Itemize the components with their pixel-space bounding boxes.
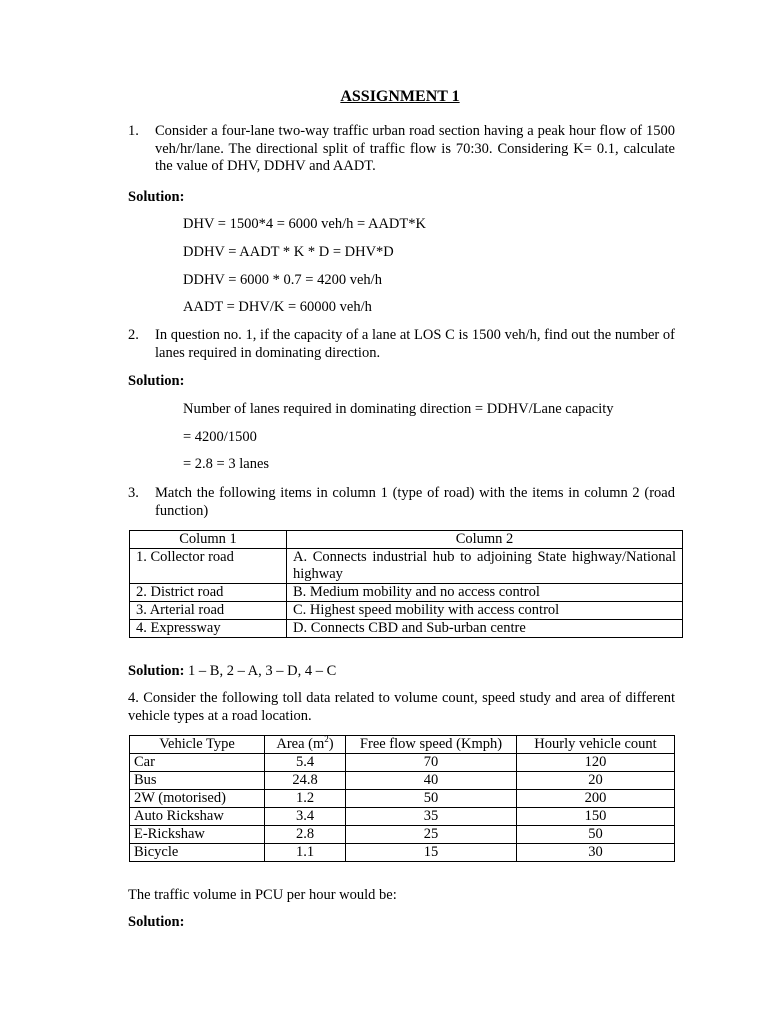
table-cell: 50 bbox=[517, 826, 675, 844]
table-cell: Auto Rickshaw bbox=[130, 808, 265, 826]
question-1-number: 1. bbox=[128, 123, 139, 139]
table-cell: 30 bbox=[517, 844, 675, 862]
table-cell: 3.4 bbox=[265, 808, 346, 826]
table-row bbox=[130, 549, 683, 584]
table-cell: D. Connects CBD and Sub-urban centre bbox=[287, 620, 683, 638]
table-cell: 2.8 bbox=[265, 826, 346, 844]
table-cell: 5.4 bbox=[265, 754, 346, 772]
table-cell: C. Highest speed mobility with access control bbox=[287, 602, 683, 620]
table-cell: Bus bbox=[130, 772, 265, 790]
table-header-row bbox=[130, 531, 683, 549]
question-3-solution-label: Solution: bbox=[128, 663, 185, 679]
question-3-solution-text: 1 – B, 2 – A, 3 – D, 4 – C bbox=[184, 663, 337, 679]
table-header-cell: Hourly vehicle count bbox=[517, 736, 675, 754]
equation-line: DDHV = 6000 * 0.7 = 4200 veh/h bbox=[183, 272, 382, 288]
table-cell: 40 bbox=[346, 772, 517, 790]
table-header-cell bbox=[265, 736, 346, 754]
table-cell: 150 bbox=[517, 808, 675, 826]
table-cell: 1.1 bbox=[265, 844, 346, 862]
question-2-solution-label: Solution: bbox=[128, 373, 185, 389]
table-cell: 1. Collector road bbox=[130, 549, 287, 584]
table-row bbox=[130, 754, 675, 772]
area-header-text: Area (m bbox=[276, 736, 325, 752]
table-cell: 3. Arterial road bbox=[130, 602, 287, 620]
table-row bbox=[130, 826, 675, 844]
table-cell: A. Connects industrial hub to adjoining State highway/National highway bbox=[287, 549, 683, 584]
question-4-solution-label: Solution: bbox=[128, 914, 185, 930]
equation-line: DHV = 1500*4 = 6000 veh/h = AADT*K bbox=[183, 216, 426, 232]
question-2-text: In question no. 1, if the capacity of a lane at LOS C is 1500 veh/h, find out the number of lanes required in dominating direction. bbox=[155, 327, 675, 361]
table-cell: Car bbox=[130, 754, 265, 772]
table-cell: 25 bbox=[346, 826, 517, 844]
table-cell: B. Medium mobility and no access control bbox=[287, 584, 683, 602]
question-3-text: Match the following items in column 1 (type of road) with the items in column 2 (road function) bbox=[155, 485, 675, 519]
table-header-cell: Column 1 bbox=[130, 531, 287, 549]
equation-line: = 4200/1500 bbox=[183, 429, 257, 445]
equation-line: DDHV = AADT * K * D = DHV*D bbox=[183, 244, 394, 260]
table-row bbox=[130, 844, 675, 862]
table-cell: 70 bbox=[346, 754, 517, 772]
table-row bbox=[130, 620, 683, 638]
table-cell: 24.8 bbox=[265, 772, 346, 790]
table-row bbox=[130, 790, 675, 808]
vehicle-data-table bbox=[129, 735, 675, 862]
table-cell: 120 bbox=[517, 754, 675, 772]
equation-line: AADT = DHV/K = 60000 veh/h bbox=[183, 299, 372, 315]
match-table bbox=[129, 530, 683, 638]
table-cell: E-Rickshaw bbox=[130, 826, 265, 844]
table-row bbox=[130, 772, 675, 790]
question-4-followup: The traffic volume in PCU per hour would be: bbox=[128, 887, 397, 903]
table-row bbox=[130, 808, 675, 826]
table-header-cell: Free flow speed (Kmph) bbox=[346, 736, 517, 754]
table-header-cell: Vehicle Type bbox=[130, 736, 265, 754]
table-cell: 20 bbox=[517, 772, 675, 790]
table-cell: 4. Expressway bbox=[130, 620, 287, 638]
table-cell: Bicycle bbox=[130, 844, 265, 862]
equation-line: Number of lanes required in dominating direction = DDHV/Lane capacity bbox=[183, 401, 614, 417]
question-2-number: 2. bbox=[128, 327, 139, 343]
table-cell: 2. District road bbox=[130, 584, 287, 602]
table-cell: 200 bbox=[517, 790, 675, 808]
table-cell: 15 bbox=[346, 844, 517, 862]
question-3-number: 3. bbox=[128, 485, 139, 501]
table-header-row bbox=[130, 736, 675, 754]
table-cell: 50 bbox=[346, 790, 517, 808]
area-header-superscript: 2 bbox=[324, 734, 329, 745]
page-title: ASSIGNMENT 1 bbox=[340, 88, 460, 105]
equation-line: = 2.8 = 3 lanes bbox=[183, 456, 270, 472]
table-cell: 2W (motorised) bbox=[130, 790, 265, 808]
question-3-solution bbox=[128, 663, 336, 681]
area-header-close: ) bbox=[328, 736, 334, 752]
table-cell: 1.2 bbox=[265, 790, 346, 808]
question-1-text: Consider a four-lane two-way traffic urban road section having a peak hour flow of 1500 veh/hr/lane. The directional split of traffic flow is 70:30. Considering K= 0.1, calculate the value of DHV, DDHV and AADT. bbox=[155, 123, 675, 174]
table-header-cell: Column 2 bbox=[287, 531, 683, 549]
question-4-text: 4. Consider the following toll data related to volume count, speed study and area of different vehicle types at a road location. bbox=[128, 690, 675, 724]
table-row bbox=[130, 602, 683, 620]
table-cell: 35 bbox=[346, 808, 517, 826]
question-1-solution-label: Solution: bbox=[128, 189, 185, 205]
table-row bbox=[130, 584, 683, 602]
